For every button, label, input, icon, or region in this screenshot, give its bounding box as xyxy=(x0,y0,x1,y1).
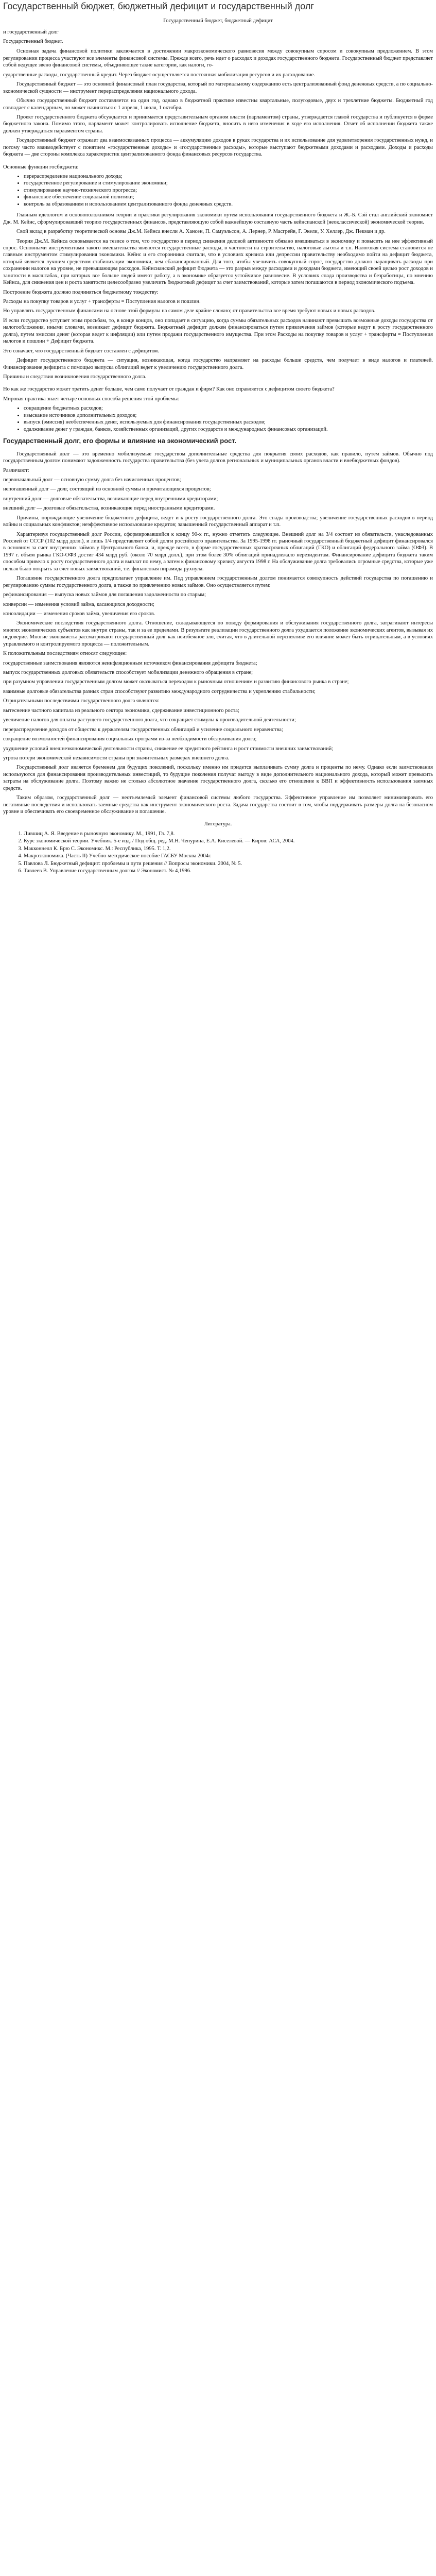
paragraph: Экономические последствия государственного долга. Отношение, складывающееся по поводу формирования и обслуживания государственного долга, затрагивают интересы многих экономических субъектов как внутри страны, так и за ее пределами. В результате реализации государственного долга ухудшается положение экономических агентов, вызывая их недоверие. Многие экономисты рассматривают государственный долг как неизбежное зло, считая, что в длительной перспективе его влияние может быть отрицательным, а в условиях управляемого и контролируемого процесса — положительным. xyxy=(3,620,433,647)
paragraph: Погашение государственного долга предполагает управление им. Под управлением государственным долгом понимается совокупность действий государства по погашению и регулированию суммы государственного долга, а также по привлечению новых займов. Оно осуществляется путем: xyxy=(3,575,433,588)
paragraph: Мировая практика знает четыре основных способа решения этой проблемы: xyxy=(3,396,180,402)
paragraph: государственные заимствования являются неинфляционным источником финансирования дефицита бюджета; xyxy=(3,660,257,666)
paragraph: Государственный бюджет отражает два взаимосвязанных процесса — аккумуляцию доходов в руках государства и их использование для удовлетворения государственных нужд, и потому часто взаимодействует с понятием «государственные доходы» и «государственные расходы», которые выступают бюджетными доходами и расходами. Доходы и расходы бюджета — две стороны комплекса характеристик централизованного фонда финансовых ресурсов государства. xyxy=(3,138,433,158)
paragraph: Дефицит государственного бюджета — ситуация, возникающая, когда государство направляет на расходы больше средств, чем получает в виде налогов и платежей. Финансирование дефицита с помощью выпуска облигаций ведет к увеличению государственного долга. xyxy=(3,358,433,370)
section-subtitle: Государственный бюджет, бюджетный дефицит xyxy=(163,18,273,24)
list-item: • государственное регулирование и стимулирование экономики; xyxy=(24,180,433,187)
literature-item: 1. Лившиц А. Я. Введение в рыночную экономику. М., 1991, Гл. 7,8. xyxy=(24,831,433,837)
paragraph: Характеризуя государственный долг России, сформировавшийся к концу 90-х гг., нужно отметить следующее. Внешний долг на 3/4 состоит из обязательств, унаследованных Россией от СССР (102 млрд долл.), и лишь 1/4 представляет собой долги российского правительства. За 1995-1998 гг. рыночный государственный бюджетный дефицит финансировался в основном за счет внутренних займов у Центрального банка, и, прежде всего, в форме государственных краткосрочных облигаций (ГКО) и облигаций федерального займа (ОФЗ). В 1997 г. объем рынка ГКО-ОФЗ достиг 434 млрд руб. (около 70 млрд долл.), при этом более 30% облигаций принадлежало нерезидентам. Финансирование дефицита бюджета таким способом привело к росту государственного долга и выплат по нему, а затем к финансовому кризису августа 1998 г. На обслуживание долга требовались огромные средства, которые уже нельзя было покрыть за счет новых заимствований, т.е. финансовая пирамида рухнула. xyxy=(3,531,433,572)
paragraph: первоначальный долг — основную сумму долга без начисленных процентов; xyxy=(3,477,181,483)
list-item: • контроль за образованием и использованием централизованного фонда денежных средств. xyxy=(24,201,433,208)
paragraph: непогашенный долг — долг, состоящий из основной суммы и причитающихся процентов; xyxy=(3,486,211,493)
paragraph: Но управлять государственным финансами на основе этой формулы на самом деле крайне сложно; от правительства все время требуют новых и новых расходов. xyxy=(3,308,375,314)
paragraph: при разумном управлении государственным долгом может оказываться переходом к рыночным отношениям и развитию финансового рынка в стране; xyxy=(3,679,349,685)
paragraph: рефинансирования — выпуска новых займов для погашения задолженности по старым; xyxy=(3,592,206,598)
list-item: • выпуск (эмиссия) необеспеченных денег, используемых для финансирования государственных расходов; xyxy=(24,419,433,426)
page-title: Государственный бюджет, бюджетный дефицит и государственный долг xyxy=(3,1,314,11)
paragraph: Свой вклад в разработку теоретической основы Дж.М. Кейнса внесли А. Хансен, П. Самуэльсон, А. Лернер, Р. Масгрейв, Г. Экели, У. Хеллер, Дж. Пекман и др. xyxy=(16,229,386,235)
section-heading: Государственный долг, его формы и влияние на экономический рост. xyxy=(3,437,237,445)
paragraph: Государственный долг является бременем для будущих поколений, поскольку именно им придется выплачивать сумму долга и проценты по нему. Однако если заимствования используются для финансирования производительных инвестиций, то будущие поколения получат выгоду в виде дополнительного национального дохода, который может превысить затраты на обслуживание долга. Поэтому важно не столько абсолютное значение государственного долга, сколько его отношение к ВВП и эффективность использования заемных средств. xyxy=(3,765,433,791)
paragraph: Причины, порождающие увеличение бюджетного дефицита, ведут и к росту государственного долга. Это спады производства; увеличение государственных расходов в период войны и социальных конфликтов; неэффективное использование кредитов; завышенный государственный аппарат и т.п. xyxy=(3,515,433,528)
section-public-debt xyxy=(3,437,433,815)
paragraph: Расходы на покупку товаров и услуг + трансферты = Поступления налогов и пошлин. xyxy=(3,299,201,305)
literature-list xyxy=(24,831,433,875)
paragraph: Причины и следствия возникновения государственного долга. xyxy=(3,374,147,380)
paragraph: Отрицательными последствиями государственного долга являются: xyxy=(3,698,160,704)
paragraph: внутренний долг — долговые обязательства, возникающие перед внутренними кредиторами; xyxy=(3,496,218,502)
intro-note-line: Государственный бюджет. xyxy=(3,39,63,45)
list-item: • перераспределение национального дохода; xyxy=(24,173,433,180)
section-budget-intro xyxy=(3,48,433,158)
paragraph: К положительным последствиям относят следующее: xyxy=(3,651,127,657)
document-page xyxy=(0,1,436,884)
paragraph: Государственный долг — это временно мобилизуемые государством дополнительные средства для покрытия своих расходов, как правило, путем займов. Обычно под государственным долгом понимают задолженность государства правительства (без учета долгов региональных и муниципальных органов власти и внебюджетных фондов). xyxy=(3,451,433,464)
paragraph: Различают: xyxy=(3,467,29,473)
paragraph: взаимные долговые обязательства разных стран способствуют развитию международного сотрудничества и укреплению стабильности; xyxy=(3,688,316,694)
literature-item: 4. Макроэкономика. (Часть II) Учебно-методическое пособие ГАСБУ Москва 2004г. xyxy=(24,853,433,859)
intro-note-line: и государственный долг xyxy=(3,29,59,35)
list-item: • изыскание источников дополнительных доходов; xyxy=(24,412,433,419)
paragraph: Главным идеологом и основоположником теории и практики регулирования экономики путем использования государственного бюджета и Ж.-Б. Сэй стал английский экономист Дж. М. Кейнс, сформулировавший теорию государственных финансов, представляющую собой важнейшую составную часть кейнсианской (неоклассической) экономической теории. xyxy=(3,212,433,225)
literature-section xyxy=(3,821,433,874)
list-item: • сокращение бюджетных расходов; xyxy=(24,405,433,412)
paragraph: Построение бюджета должно подчиняться бюджетному тождеству: xyxy=(3,289,159,295)
functions-heading: Основные функции госбюджета: xyxy=(3,164,79,170)
paragraph: угроза потери экономической независимости страны при значительных размерах внешнего долга. xyxy=(3,755,230,761)
paragraph: Это означает, что государственный бюджет составлен с дефицитом. xyxy=(3,348,160,354)
paragraph: сударственные расходы, государственный кредит. Через бюджет осуществляется постоянная мобилизация ресурсов и их расходование. xyxy=(3,72,315,78)
paragraph: консолидации — изменения сроков займа, увеличения его сроков. xyxy=(3,611,155,617)
paragraph: внешний долг — долговые обязательства, возникающие перед иностранными кредиторами. xyxy=(3,505,215,512)
paragraph: Теория Дж.М. Кейнса основывается на тезисе о том, что государство в период снижения деловой активности обязано вмешиваться в экономику и повысить на нее эффективный спрос. Основными инструментами такого вмешательства являются государственные расходы, в частности на строительство, налоговые льготы и т.п. Налоговая система становится не главным инструментом стимулирования экономики. Кейнс и его сторонники считали, что в условиях кризиса или депрессии правительству необходимо пойти на дефицит бюджета, который является лучшим средством стабилизации экономики, чем сбалансированный. Для того, чтобы увеличить совокупный спрос, государство должно наращивать расходы при сохранении налогов на уровне, не превышающем расходов. Кейнсианский дефицит бюджета — это разрыв между расходами и доходами бюджета, имеющий своей целью рост доходов и занятости в масштабах, при которых все больше людей имеют работу, а в экономике образуется устойчивое равновесие. В условиях спада производства и безработицы, по мнению Кейнса, для снижения цен и роста занятости целесообразно увеличить бюджетный дефицит за счет заимствований, которые затем погашаются в период экономического подъема. xyxy=(3,238,433,286)
paragraph: Но как же государство может тратить денег больше, чем само получает от граждан и фирм? Как оно справляется с дефицитом своего бюджета? xyxy=(3,386,335,393)
paragraph: сокращение возможностей финансирования социальных программ из-за необходимости обслуживания долга; xyxy=(3,736,257,742)
paragraph: Проект государственного бюджета обсуждается и принимается представительным органом власти (парламентом) страны, утверждается главой государства и публикуется в форме бюджетного закона. Помимо этого, парламент может контролировать исполнение бюджета, вносить в него изменения в ходе его исполнения. Отчет об исполнении бюджета также должен утверждаться парламентом страны. xyxy=(3,114,433,134)
list-item: • одалживание денег у граждан, банков, хозяйственных организаций, других государств и международных финансовых организаций. xyxy=(24,426,433,433)
list-item: • стимулирование научно-технического прогресса; xyxy=(24,187,433,194)
paragraph: Обычно государственный бюджет составляется на один год, однако в бюджетной практике известны квартальные, полугодовые, двух и трехлетние бюджеты. Бюджетный год совпадает с календарным, но может начинаться с 1 апреля, 1 июля, 1 октября. xyxy=(3,98,433,111)
paragraph: Таким образом, государственный долг — неотъемлемый элемент финансовой системы любого государства. Эффективное управление им позволяет минимизировать его негативные последствия и использовать заемные средства как инструмент экономического роста. Задача государства состоит в том, чтобы поддерживать размеры долга на безопасном уровне и обеспечивать его своевременное обслуживание и погашение. xyxy=(3,795,433,815)
methods-list xyxy=(24,405,433,433)
literature-item: 2. Курс экономической теории. Учебник. 5-е изд. / Под общ. ред. М.Н. Чепурина, Е.А. Киселевой. — Киров: АСА, 2004. xyxy=(24,838,433,844)
literature-item: 5. Павлова Л. Бюджетный дефицит: проблемы и пути решения // Вопросы экономики. 2004, № 5. xyxy=(24,860,433,867)
paragraph: ухудшение условий внешнеэкономической деятельности страны, снижение ее кредитного рейтинга и рост стоимости внешних заимствований; xyxy=(3,745,334,752)
intro-notes xyxy=(3,18,433,45)
literature-item: 3. Макконнелл К. Брю С. Экономикс. М.: Республика, 1995. Т. 1,2. xyxy=(24,845,433,852)
list-item: • финансовое обеспечение социальной политики; xyxy=(24,194,433,200)
paragraph: Основная задача финансовой политики заключается в достижении макроэкономического равновесия между совокупным спросом и совокупным предложением. В этом регулировании процесса участвуют все элементы финансовой системы. Прежде всего, речь идет о расходах и доходах государственного бюджета. Государственный бюджет представляет собой ведущее звено финансовой системы, объединяющее такие категории, как налоги, го- xyxy=(3,48,433,69)
paragraph: Государственный бюджет — это основной финансовый план государства, который по материальному содержанию есть централизованный фонд денежных средств, а по социально-экономической сущности — инструмент перераспределения национального дохода. xyxy=(3,81,433,94)
section-deficit-solutions xyxy=(3,386,433,433)
section-budget-functions xyxy=(3,164,433,208)
paragraph: И если государство уступает этим просьбам, то, в конце концов, оно попадает в ситуацию, когда суммы обязательных расходов начинают превышать возможные доходы государства от налогообложения, иными словами, возникает дефицит бюджета. Бюджетный дефицит должен финансироваться путем привлечения займов (которые ведут к росту государственного долга), путем эмиссии денег (которая ведет к инфляции) или путем продажи государственного имущества. При этом Расходы на покупку товаров и услуг + трансферты = Поступления налогов и пошлин + Дефицит бюджета. xyxy=(3,317,433,345)
paragraph: увеличение налогов для оплаты растущего государственного долга, что сокращает стимулы к производительной деятельности; xyxy=(3,717,296,723)
section-keynes xyxy=(3,212,433,380)
literature-item: 6. Тавлеев В. Управление государственным долгом // Экономист. № 4,1996. xyxy=(24,868,433,874)
paragraph: конверсии — изменения условий займа, касающихся доходности; xyxy=(3,601,154,607)
paragraph: выпуск государственных долговых обязательств способствует мобилизации денежного обращения в стране; xyxy=(3,670,253,676)
literature-heading: Литература. xyxy=(204,821,232,827)
functions-list xyxy=(24,173,433,208)
paragraph: вытеснение частного капитала из реального сектора экономики, сдерживание инвестиционного роста; xyxy=(3,707,239,714)
paragraph: перераспределение доходов от общества к держателям государственных облигаций и усиление социального неравенства; xyxy=(3,726,283,733)
